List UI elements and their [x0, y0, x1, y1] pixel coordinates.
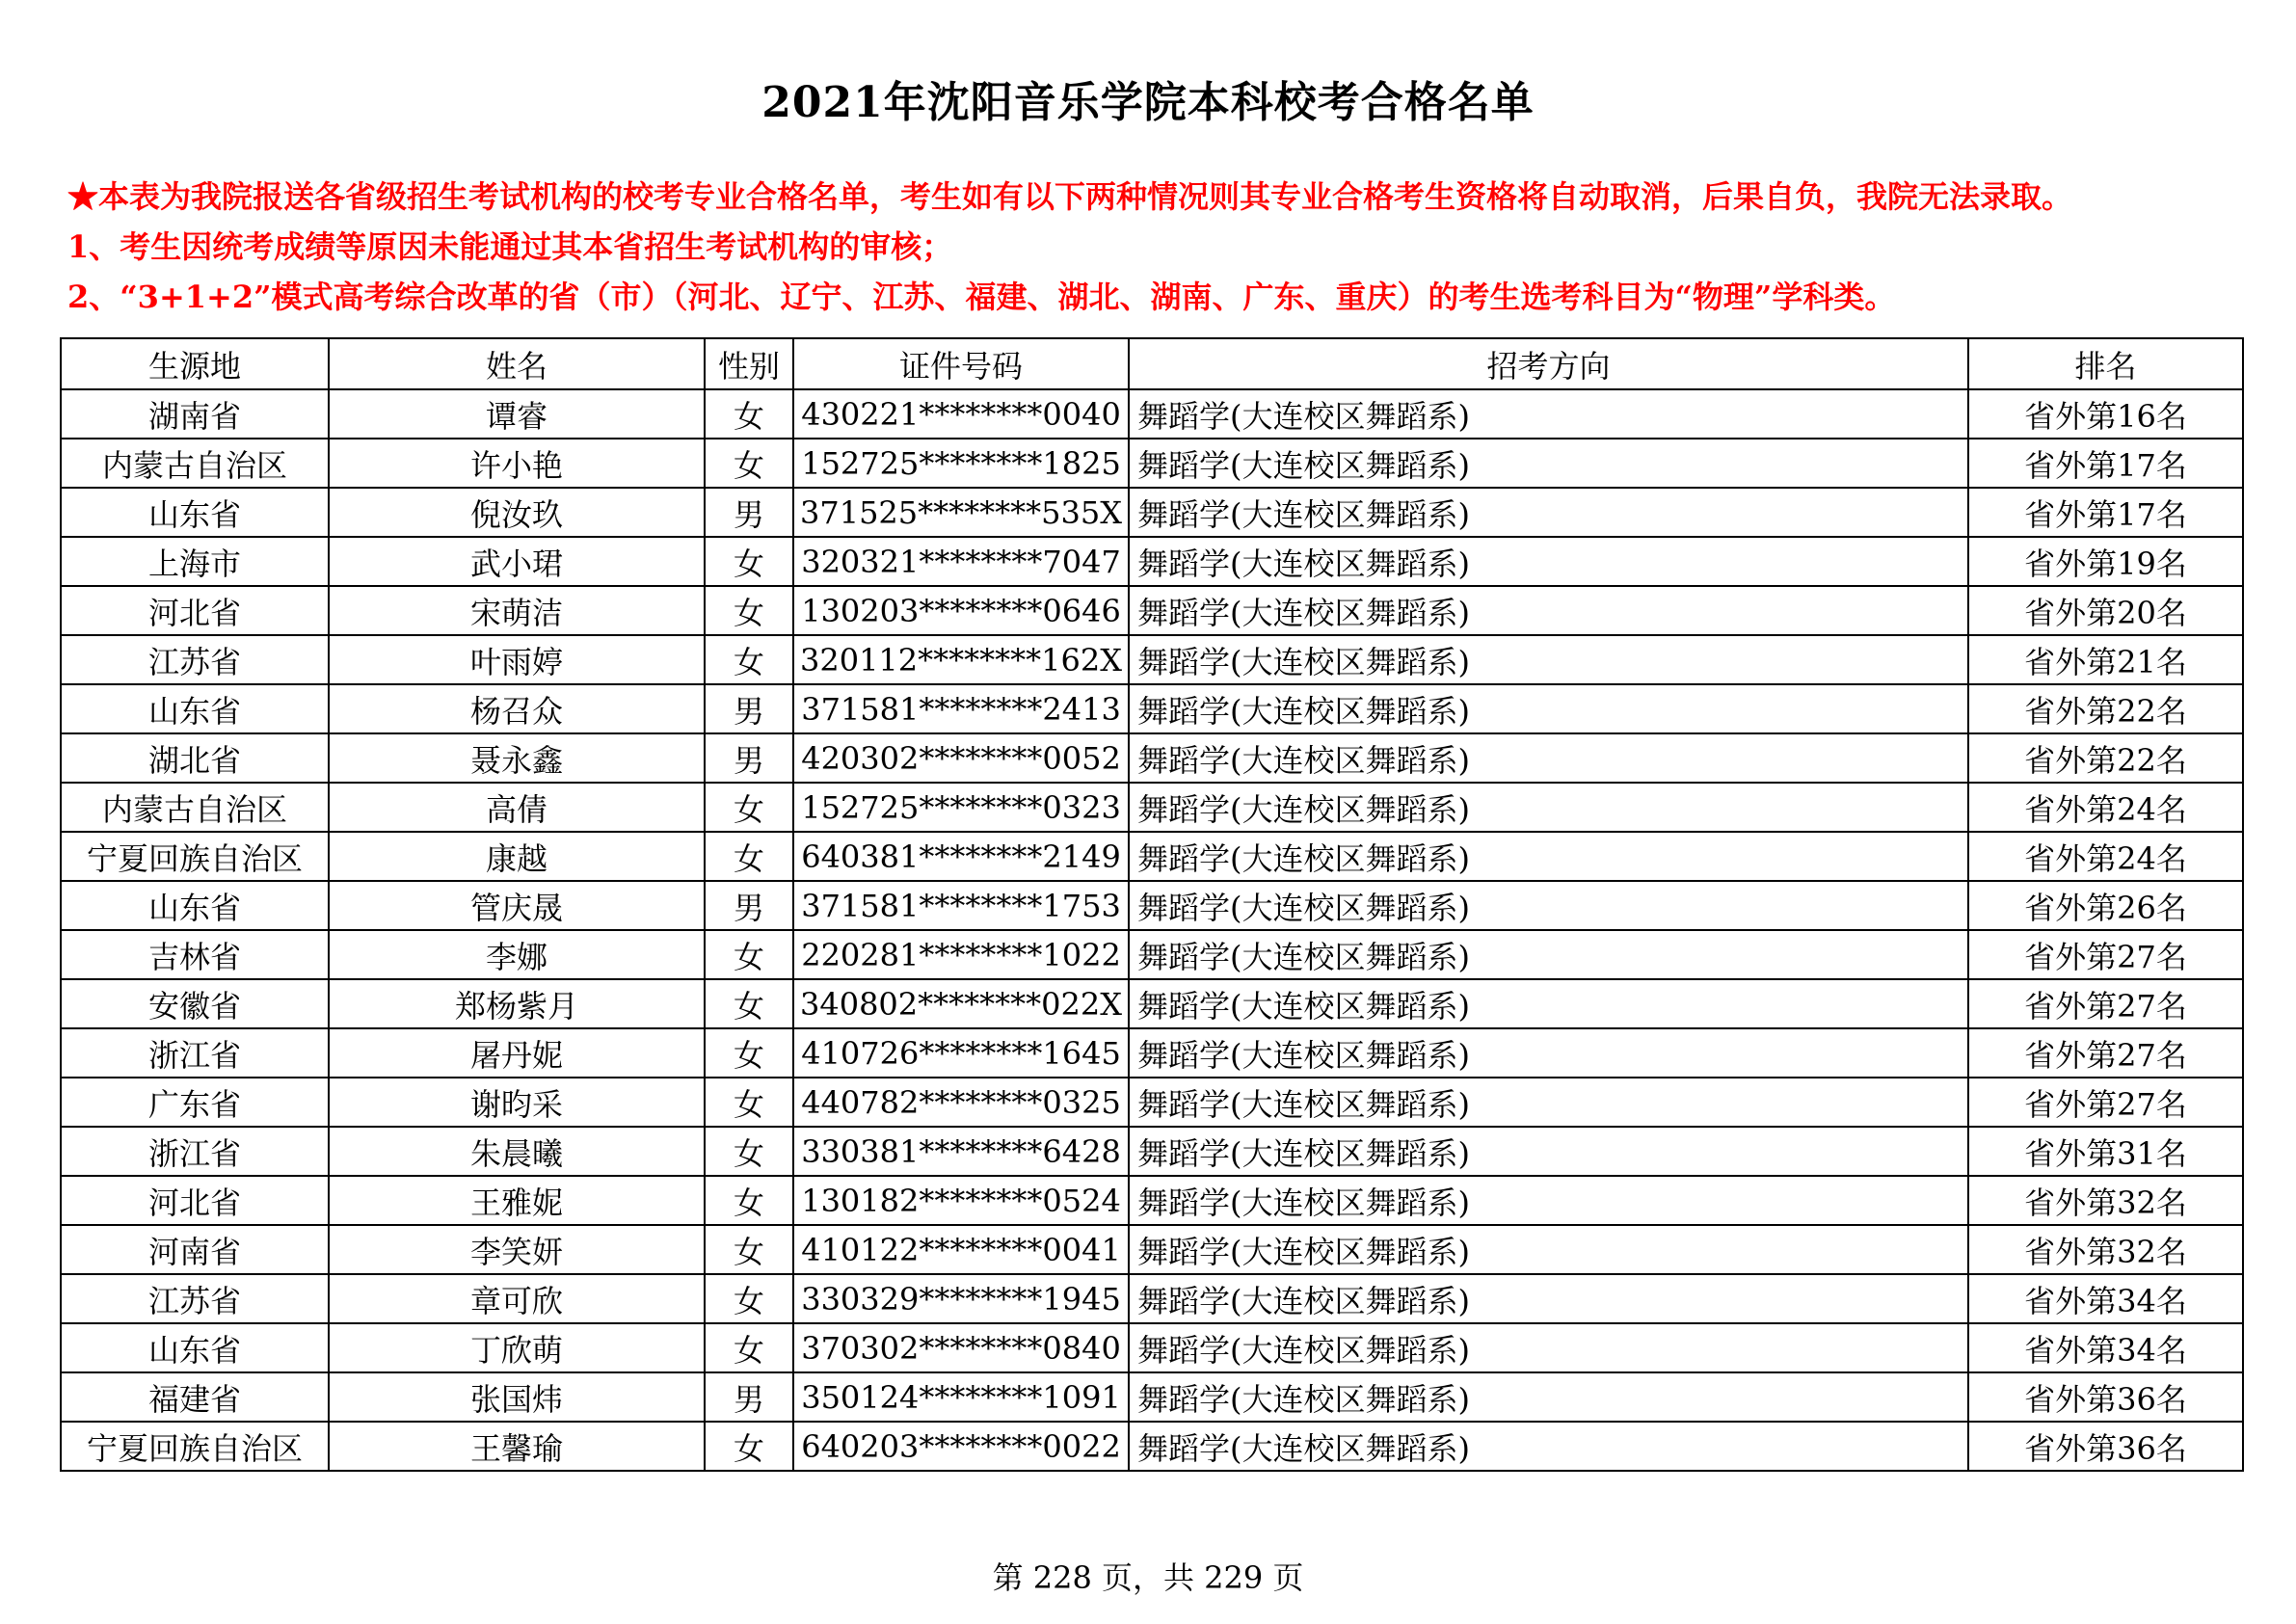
cell-rank: 省外第32名	[1968, 1176, 2243, 1225]
cell-gender: 女	[705, 783, 793, 832]
cell-rank: 省外第34名	[1968, 1274, 2243, 1323]
table-row	[61, 488, 2243, 537]
cell-name: 杨召众	[329, 684, 705, 733]
table-row	[61, 684, 2243, 733]
cell-id-number: 430221********0040	[793, 389, 1129, 439]
cell-rank: 省外第21名	[1968, 635, 2243, 684]
cell-rank: 省外第34名	[1968, 1323, 2243, 1372]
cell-direction: 舞蹈学(大连校区舞蹈系)	[1129, 1323, 1968, 1372]
cell-rank: 省外第27名	[1968, 930, 2243, 979]
cell-origin: 湖北省	[61, 733, 329, 783]
cell-origin: 河北省	[61, 1176, 329, 1225]
cell-id-number: 350124********1091	[793, 1372, 1129, 1422]
cell-id-number: 320321********7047	[793, 537, 1129, 586]
cell-origin: 山东省	[61, 684, 329, 733]
cell-direction: 舞蹈学(大连校区舞蹈系)	[1129, 1127, 1968, 1176]
cell-direction: 舞蹈学(大连校区舞蹈系)	[1129, 635, 1968, 684]
cell-gender: 女	[705, 979, 793, 1028]
cell-rank: 省外第24名	[1968, 783, 2243, 832]
table-header-row	[61, 338, 2243, 389]
cell-name: 谭睿	[329, 389, 705, 439]
cell-rank: 省外第27名	[1968, 979, 2243, 1028]
cell-direction: 舞蹈学(大连校区舞蹈系)	[1129, 1078, 1968, 1127]
cell-direction: 舞蹈学(大连校区舞蹈系)	[1129, 1422, 1968, 1471]
cell-id-number: 152725********0323	[793, 783, 1129, 832]
cell-gender: 女	[705, 832, 793, 881]
cell-direction: 舞蹈学(大连校区舞蹈系)	[1129, 389, 1968, 439]
cell-name: 叶雨婷	[329, 635, 705, 684]
cell-rank: 省外第17名	[1968, 439, 2243, 488]
header-rank: 排名	[1968, 338, 2243, 389]
cell-id-number: 640203********0022	[793, 1422, 1129, 1471]
cell-name: 倪汝玖	[329, 488, 705, 537]
cell-name: 朱晨曦	[329, 1127, 705, 1176]
table-row	[61, 439, 2243, 488]
cell-rank: 省外第31名	[1968, 1127, 2243, 1176]
cell-name: 管庆晟	[329, 881, 705, 930]
table-row	[61, 1176, 2243, 1225]
cell-name: 高倩	[329, 783, 705, 832]
cell-origin: 宁夏回族自治区	[61, 832, 329, 881]
table-row	[61, 733, 2243, 783]
cell-gender: 女	[705, 1176, 793, 1225]
cell-rank: 省外第17名	[1968, 488, 2243, 537]
notice-line-2: 2、“3+1+2”模式高考综合改革的省（市）（河北、辽宁、江苏、福建、湖北、湖南、广东、重庆）的考生选考科目为“物理”学科类。	[67, 279, 1896, 315]
cell-origin: 内蒙古自治区	[61, 783, 329, 832]
admission-table	[60, 337, 2244, 1472]
table-row	[61, 586, 2243, 635]
table-row	[61, 930, 2243, 979]
cell-gender: 男	[705, 684, 793, 733]
cell-direction: 舞蹈学(大连校区舞蹈系)	[1129, 1028, 1968, 1078]
table-row	[61, 389, 2243, 439]
table-row	[61, 783, 2243, 832]
cell-direction: 舞蹈学(大连校区舞蹈系)	[1129, 783, 1968, 832]
cell-origin: 山东省	[61, 881, 329, 930]
cell-id-number: 330381********6428	[793, 1127, 1129, 1176]
cell-rank: 省外第27名	[1968, 1078, 2243, 1127]
cell-id-number: 370302********0840	[793, 1323, 1129, 1372]
cell-name: 武小珺	[329, 537, 705, 586]
cell-rank: 省外第22名	[1968, 684, 2243, 733]
cell-gender: 女	[705, 1422, 793, 1471]
cell-direction: 舞蹈学(大连校区舞蹈系)	[1129, 881, 1968, 930]
table-body	[61, 389, 2243, 1471]
cell-direction: 舞蹈学(大连校区舞蹈系)	[1129, 1176, 1968, 1225]
cell-origin: 安徽省	[61, 979, 329, 1028]
cell-origin: 宁夏回族自治区	[61, 1422, 329, 1471]
cell-name: 李娜	[329, 930, 705, 979]
cell-gender: 女	[705, 1127, 793, 1176]
header-id-number: 证件号码	[793, 338, 1129, 389]
cell-direction: 舞蹈学(大连校区舞蹈系)	[1129, 684, 1968, 733]
cell-rank: 省外第36名	[1968, 1372, 2243, 1422]
cell-rank: 省外第36名	[1968, 1422, 2243, 1471]
cell-origin: 河南省	[61, 1225, 329, 1274]
cell-gender: 男	[705, 881, 793, 930]
cell-origin: 福建省	[61, 1372, 329, 1422]
cell-gender: 女	[705, 537, 793, 586]
header-origin: 生源地	[61, 338, 329, 389]
table-row	[61, 537, 2243, 586]
cell-id-number: 420302********0052	[793, 733, 1129, 783]
cell-rank: 省外第20名	[1968, 586, 2243, 635]
notice-line-1: 1、考生因统考成绩等原因未能通过其本省招生考试机构的审核；	[67, 228, 953, 265]
cell-origin: 吉林省	[61, 930, 329, 979]
cell-direction: 舞蹈学(大连校区舞蹈系)	[1129, 930, 1968, 979]
cell-origin: 浙江省	[61, 1028, 329, 1078]
notice-line-main: ★本表为我院报送各省级招生考试机构的校考专业合格名单，考生如有以下两种情况则其专业合格考生资格将自动取消，后果自负，我院无法录取。	[67, 178, 2073, 215]
table-row	[61, 979, 2243, 1028]
cell-gender: 女	[705, 1078, 793, 1127]
cell-origin: 山东省	[61, 1323, 329, 1372]
cell-id-number: 220281********1022	[793, 930, 1129, 979]
cell-id-number: 330329********1945	[793, 1274, 1129, 1323]
cell-id-number: 640381********2149	[793, 832, 1129, 881]
cell-id-number: 320112********162X	[793, 635, 1129, 684]
notice-block	[67, 172, 2275, 322]
cell-gender: 女	[705, 1323, 793, 1372]
cell-gender: 女	[705, 635, 793, 684]
cell-id-number: 371581********2413	[793, 684, 1129, 733]
header-name: 姓名	[329, 338, 705, 389]
cell-rank: 省外第16名	[1968, 389, 2243, 439]
cell-direction: 舞蹈学(大连校区舞蹈系)	[1129, 979, 1968, 1028]
cell-rank: 省外第27名	[1968, 1028, 2243, 1078]
table-row	[61, 1028, 2243, 1078]
cell-direction: 舞蹈学(大连校区舞蹈系)	[1129, 488, 1968, 537]
cell-rank: 省外第19名	[1968, 537, 2243, 586]
table-row	[61, 1225, 2243, 1274]
cell-gender: 男	[705, 733, 793, 783]
cell-name: 章可欣	[329, 1274, 705, 1323]
cell-gender: 女	[705, 389, 793, 439]
cell-id-number: 410122********0041	[793, 1225, 1129, 1274]
page-footer: 第 228 页，共 229 页	[992, 1559, 1304, 1596]
table-row	[61, 1078, 2243, 1127]
cell-name: 王馨瑜	[329, 1422, 705, 1471]
cell-gender: 女	[705, 1028, 793, 1078]
cell-origin: 广东省	[61, 1078, 329, 1127]
cell-gender: 女	[705, 439, 793, 488]
cell-gender: 女	[705, 1274, 793, 1323]
cell-origin: 浙江省	[61, 1127, 329, 1176]
cell-name: 许小艳	[329, 439, 705, 488]
page-title: 2021年沈阳音乐学院本科校考合格名单	[761, 78, 1535, 127]
cell-direction: 舞蹈学(大连校区舞蹈系)	[1129, 832, 1968, 881]
cell-name: 康越	[329, 832, 705, 881]
cell-origin: 山东省	[61, 488, 329, 537]
table-row	[61, 881, 2243, 930]
cell-origin: 湖南省	[61, 389, 329, 439]
cell-direction: 舞蹈学(大连校区舞蹈系)	[1129, 1372, 1968, 1422]
cell-direction: 舞蹈学(大连校区舞蹈系)	[1129, 586, 1968, 635]
table-row	[61, 832, 2243, 881]
cell-name: 丁欣萌	[329, 1323, 705, 1372]
cell-id-number: 340802********022X	[793, 979, 1129, 1028]
table-row	[61, 1274, 2243, 1323]
header-gender: 性别	[705, 338, 793, 389]
cell-origin: 河北省	[61, 586, 329, 635]
cell-rank: 省外第32名	[1968, 1225, 2243, 1274]
cell-rank: 省外第22名	[1968, 733, 2243, 783]
cell-name: 谢昀采	[329, 1078, 705, 1127]
table-row	[61, 1323, 2243, 1372]
cell-direction: 舞蹈学(大连校区舞蹈系)	[1129, 439, 1968, 488]
table-row	[61, 1422, 2243, 1471]
header-direction: 招考方向	[1129, 338, 1968, 389]
cell-id-number: 371525********535X	[793, 488, 1129, 537]
cell-gender: 女	[705, 586, 793, 635]
cell-id-number: 440782********0325	[793, 1078, 1129, 1127]
cell-gender: 女	[705, 930, 793, 979]
cell-id-number: 152725********1825	[793, 439, 1129, 488]
cell-origin: 上海市	[61, 537, 329, 586]
cell-name: 张国炜	[329, 1372, 705, 1422]
cell-name: 王雅妮	[329, 1176, 705, 1225]
cell-origin: 江苏省	[61, 635, 329, 684]
table-row	[61, 635, 2243, 684]
cell-name: 郑杨紫月	[329, 979, 705, 1028]
cell-direction: 舞蹈学(大连校区舞蹈系)	[1129, 537, 1968, 586]
cell-gender: 男	[705, 488, 793, 537]
cell-id-number: 371581********1753	[793, 881, 1129, 930]
cell-id-number: 130203********0646	[793, 586, 1129, 635]
cell-direction: 舞蹈学(大连校区舞蹈系)	[1129, 1225, 1968, 1274]
cell-gender: 女	[705, 1225, 793, 1274]
cell-name: 宋萌洁	[329, 586, 705, 635]
table-row	[61, 1372, 2243, 1422]
cell-direction: 舞蹈学(大连校区舞蹈系)	[1129, 733, 1968, 783]
cell-name: 屠丹妮	[329, 1028, 705, 1078]
cell-id-number: 130182********0524	[793, 1176, 1129, 1225]
cell-direction: 舞蹈学(大连校区舞蹈系)	[1129, 1274, 1968, 1323]
cell-rank: 省外第24名	[1968, 832, 2243, 881]
table-row	[61, 1127, 2243, 1176]
cell-name: 聂永鑫	[329, 733, 705, 783]
cell-origin: 内蒙古自治区	[61, 439, 329, 488]
cell-origin: 江苏省	[61, 1274, 329, 1323]
cell-gender: 男	[705, 1372, 793, 1422]
cell-rank: 省外第26名	[1968, 881, 2243, 930]
cell-id-number: 410726********1645	[793, 1028, 1129, 1078]
cell-name: 李笑妍	[329, 1225, 705, 1274]
